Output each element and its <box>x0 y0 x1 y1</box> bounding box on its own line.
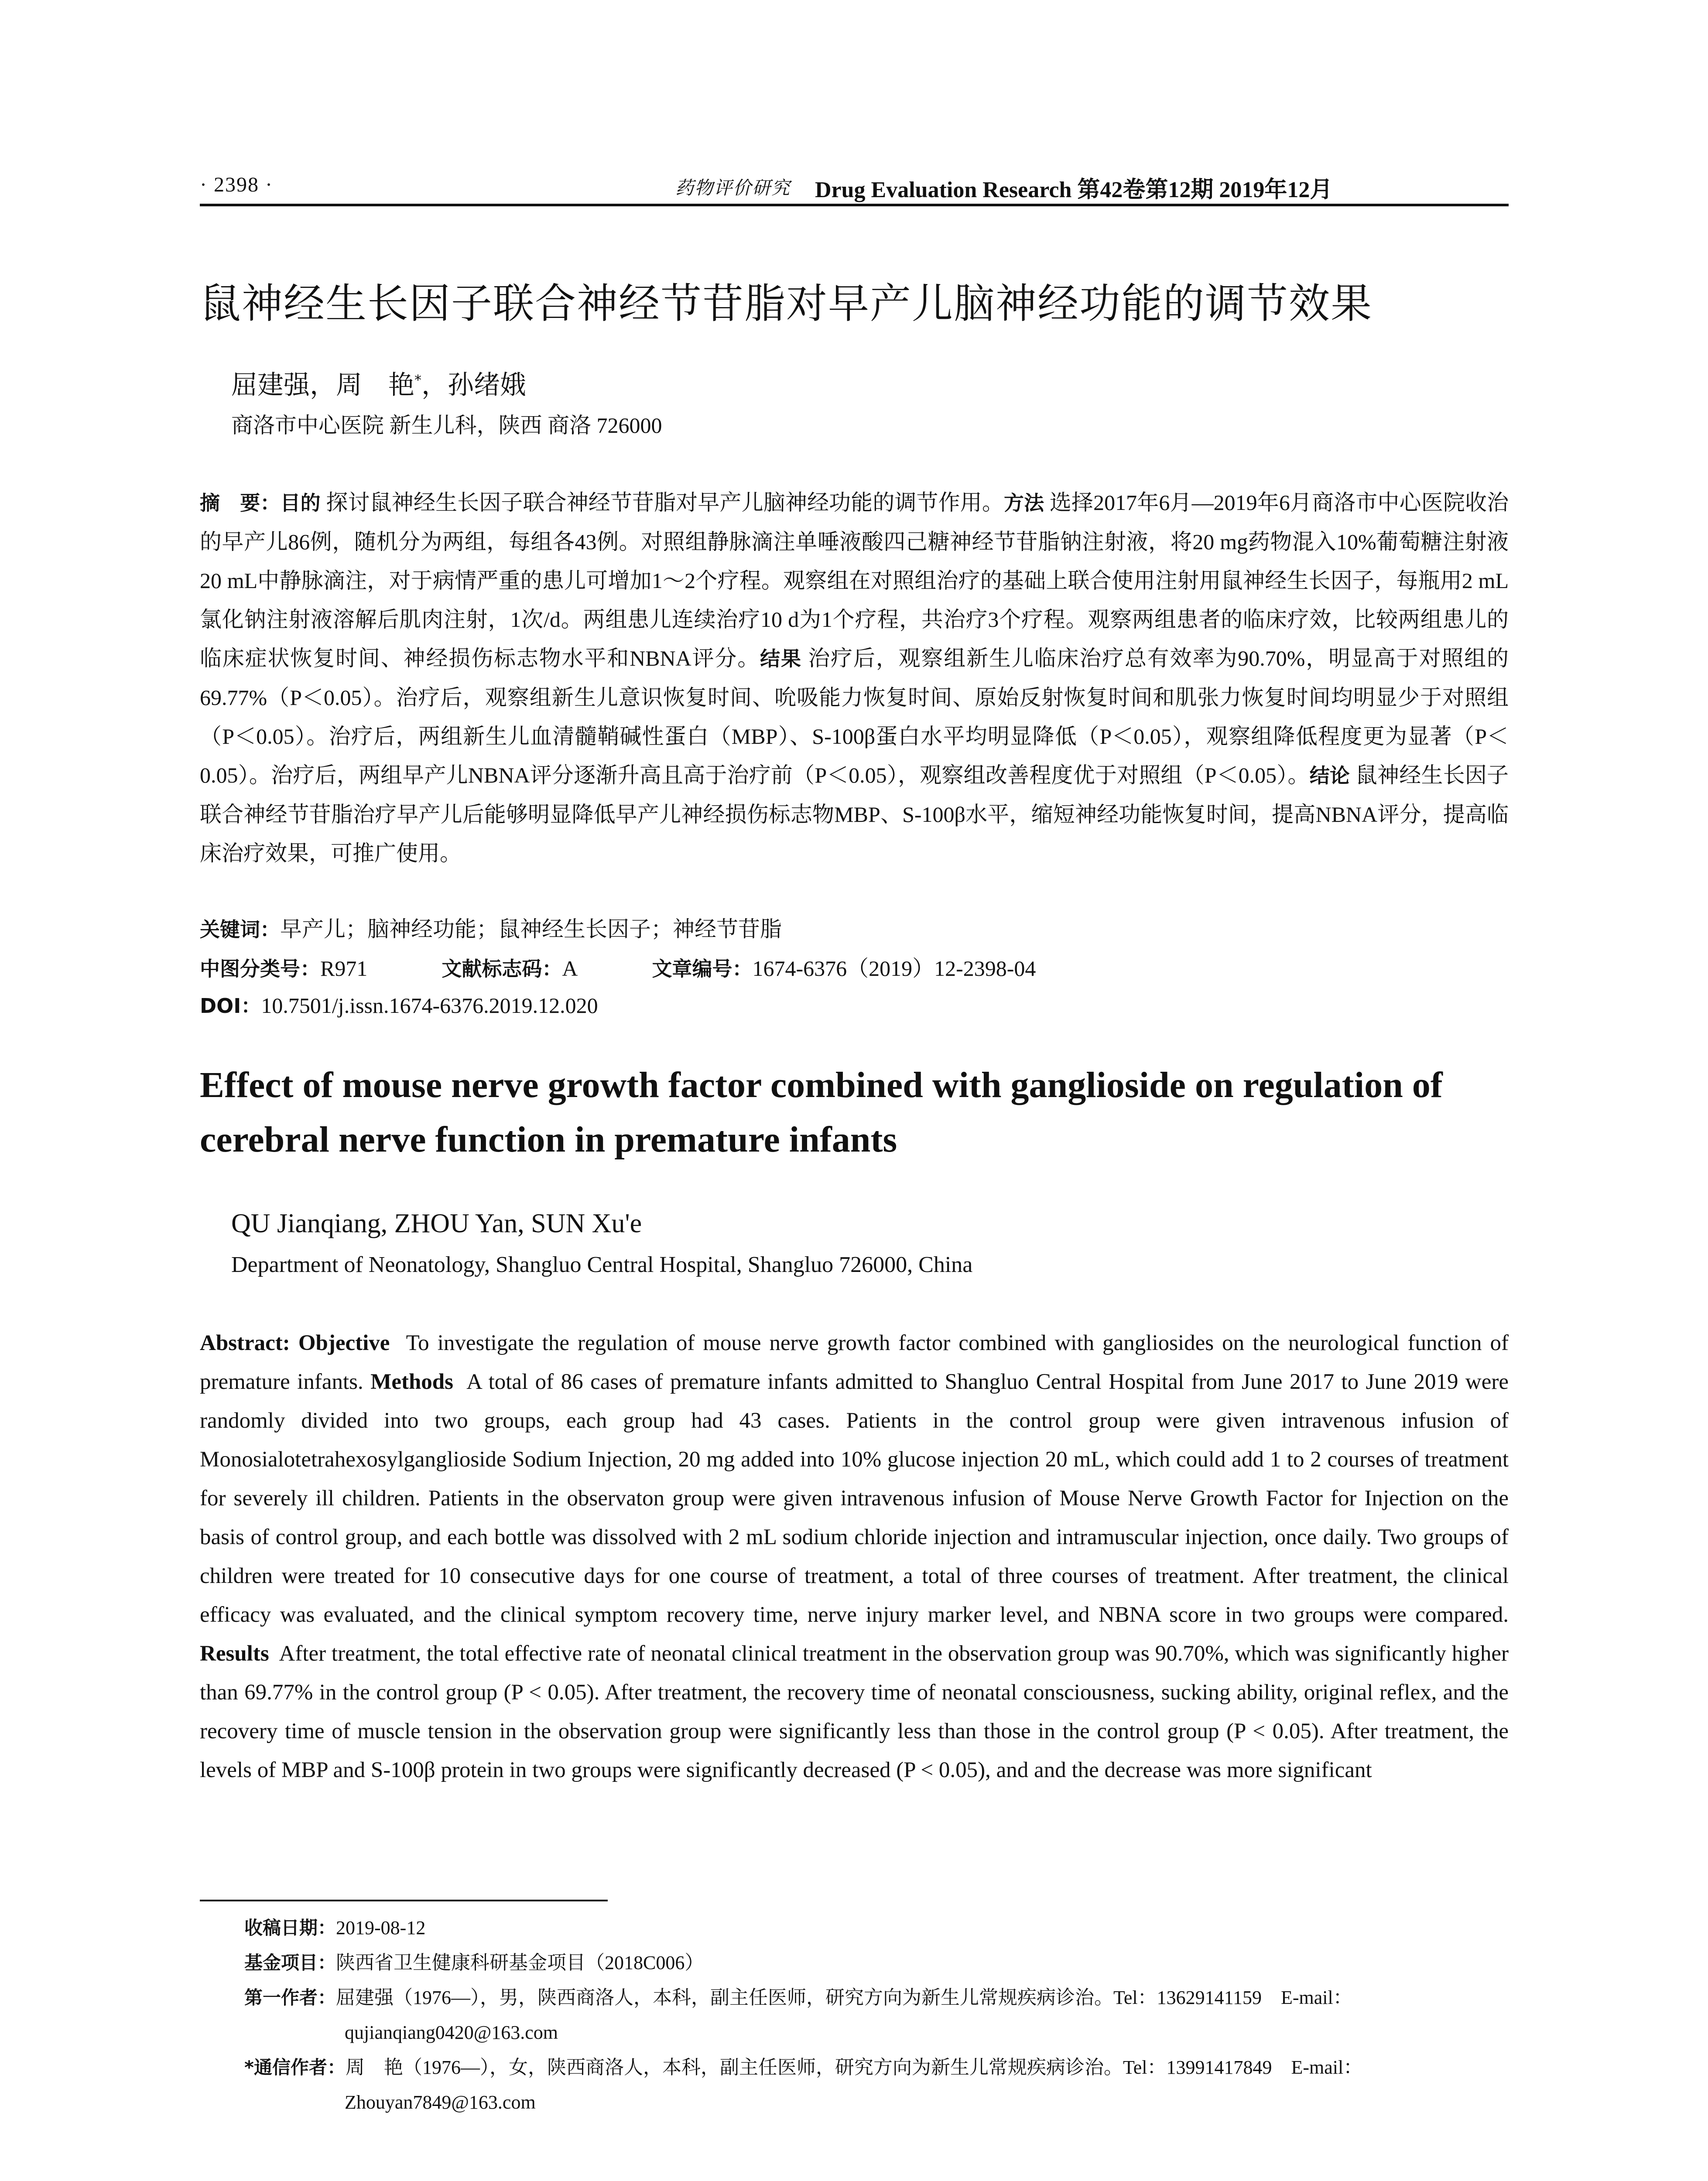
chinese-affiliation: 商洛市中心医院 新生儿科，陕西 商洛 726000 <box>231 413 662 438</box>
doi-label: DOI： <box>200 994 261 1018</box>
keywords-label: 关键词： <box>200 918 280 941</box>
results-text: 治疗后，观察组新生儿临床治疗总有效率为90.70%，明显高于对照组的69.77%（P＜0.05）。治疗后，观察组新生儿意识恢复时间、吮吸能力恢复时间、原始反射恢复时间和肌张力恢复时间均明显少于对照组（P＜0.05）。治疗后，两组新生儿血清髓鞘碱性蛋白（MBP）、S-100β蛋白水平均明显降低（P＜0.05），观察组降低程度更为显著（P＜0.05）。治疗后，两组早产儿NBNA评分逐渐升高且高于治疗前（P＜0.05），观察组改善程度优于对照组（P＜0.05）。 <box>200 646 1509 787</box>
english-title: Effect of mouse nerve growth factor combined with ganglioside on regulation of cerebral nerve function in premature infants <box>200 1065 1443 1160</box>
page-number: · 2398 · <box>200 173 273 196</box>
chinese-title: 鼠神经生长因子联合神经节苷脂对早产儿脑神经功能的调节效果 <box>200 280 1373 328</box>
author-names-rest: ，孙绪娥 <box>421 370 526 400</box>
doi-value: 10.7501/j.issn.1674-6376.2019.12.020 <box>261 993 598 1018</box>
objective-text: 探讨鼠神经生长因子联合神经节苷脂对早产儿脑神经功能的调节作用。 <box>326 490 1004 515</box>
results-text: After treatment, the total effective rate of neonatal clinical treatment in the observation group was 90.70%, which was significantly higher than 69.77% in the control group (P < 0.05). After treatment, the recovery time of neonatal consciousness, sucking ability, original reflex, and the recovery time of muscle tension in the observation group were significantly less than those in the control group (P < 0.05). After treatment, the levels of MBP and S-100β protein in two groups were significantly decreased (P < 0.05), and and the decrease was more significant <box>200 1641 1509 1782</box>
doc-code-value: A <box>562 956 578 981</box>
methods-label: Methods <box>370 1370 454 1394</box>
english-affiliation: Department of Neonatology, Shangluo Central Hospital, Shangluo 726000, China <box>231 1252 973 1277</box>
methods-text: A total of 86 cases of premature infants admitted to Shangluo Central Hospital from June 2017 to June 2019 were randomly divided into two groups, each group had 43 cases. Patients in the control group were given intravenous infusion of Monosialotetrahexosylganglioside Sodium Injection, 20 mg added into 10% glucose injection 20 mL, which could add 1 to 2 courses of treatment for severely ill children. Patients in the observaton group were given intravenous infusion of Mouse Nerve Growth Factor for Injection on the basis of control group, and each bottle was dissolved with 2 mL sodium chloride injection and intramuscular injection, once daily. Two groups of children were treated for 10 consecutive days for one course of treatment, a total of three courses of treatment. After treatment, the clinical efficacy was evaluated, and the clinical symptom recovery time, nerve injury marker level, and NBNA score in two groups were compared. <box>200 1370 1509 1627</box>
conclusion-text: 鼠神经生长因子联合神经节苷脂治疗早产儿后能够明显降低早产儿神经损伤标志物MBP、S-100β水平，缩短神经功能恢复时间，提高NBNA评分，提高临床治疗效果，可推广使用。 <box>200 763 1509 865</box>
clc-label: 中图分类号： <box>200 957 320 981</box>
classification-line <box>200 951 1036 982</box>
received-date: 2019-08-12 <box>336 1917 426 1938</box>
fund-label: 基金项目： <box>244 1952 336 1973</box>
abstract-label: 摘 要： <box>200 491 281 515</box>
article-no-label: 文章编号： <box>652 957 753 981</box>
journal-issue-line: Drug Evaluation Research 第42卷第12期 2019年12月 <box>815 178 1333 202</box>
corresponding-email: Zhouyan7849@163.com <box>345 2092 536 2113</box>
keywords-text: 早产儿；脑神经功能；鼠神经生长因子；神经节苷脂 <box>280 917 782 941</box>
corresponding-text: 周 艳（1976—），女，陕西商洛人，本科，副主任医师，研究方向为新生儿常规疾病诊治。Tel：13991417849 E-mail： <box>345 2057 1363 2078</box>
received-label: 收稿日期： <box>244 1917 336 1938</box>
journal-logo: 药物评价研究 <box>675 177 791 198</box>
abstract-label: Abstract: <box>200 1331 290 1355</box>
header-rule <box>200 204 1509 206</box>
methods-label: 方法 <box>1004 491 1044 515</box>
footnote-corresponding <box>244 2050 1509 2120</box>
fund-text: 陕西省卫生健康科研基金项目（2018C006） <box>336 1952 704 1973</box>
doc-code-label: 文献标志码： <box>442 957 562 981</box>
chinese-authors <box>231 364 526 402</box>
results-label: 结果 <box>760 647 802 670</box>
running-header <box>200 169 1509 204</box>
keywords-line <box>200 912 782 943</box>
chinese-abstract <box>200 483 1509 873</box>
objective-label: Objective <box>298 1331 390 1355</box>
methods-text: 选择2017年6月—2019年6月商洛市中心医院收治的早产儿86例，随机分为两组，每组各43例。对照组静脉滴注单唾液酸四己糖神经节苷脂钠注射液，将20 mg药物混入10%葡萄糖注射液20 mL中静脉滴注，对于病情严重的患儿可增加1～2个疗程。观察组在对照组治疗的基础上联合使用注射用鼠神经生长因子，每瓶用2 mL氯化钠注射液溶解后肌肉注射，1次/d。两组患儿连续治疗10 d为1个疗程，共治疗3个疗程。观察两组患者的临床疗效，比较两组患儿的临床症状恢复时间、神经损伤标志物水平和NBNA评分。 <box>200 490 1509 670</box>
results-label: Results <box>200 1641 269 1666</box>
footnote-rule <box>200 1900 608 1901</box>
clc-value: R971 <box>320 956 368 981</box>
footnote-fund <box>244 1945 1509 1980</box>
objective-text: To investigate the regulation of mouse nerve growth factor combined with gangliosides on the neurological function of premature infants. <box>200 1331 1509 1394</box>
article-no-value: 1674-6376（2019）12-2398-04 <box>752 956 1036 981</box>
english-abstract <box>200 1324 1509 1790</box>
author-names: 屈建强，周 艳 <box>231 370 414 400</box>
footnote-first-author <box>244 1980 1509 2050</box>
objective-label: 目的 <box>280 491 321 515</box>
corresponding-label: *通信作者： <box>244 2057 346 2078</box>
doi-line <box>200 990 598 1019</box>
corresponding-mark: * <box>414 372 421 388</box>
first-author-label: 第一作者： <box>244 1987 336 2008</box>
first-author-text: 屈建强（1976—），男，陕西商洛人，本科，副主任医师，研究方向为新生儿常规疾病诊治。Tel：13629141159 E-mail： <box>336 1987 1352 2008</box>
first-author-email: qujianqiang0420@163.com <box>345 2022 558 2043</box>
footnote-received <box>244 1911 1509 1945</box>
conclusion-label: 结论 <box>1309 764 1350 787</box>
english-authors: QU Jianqiang, ZHOU Yan, SUN Xu'e <box>231 1209 642 1238</box>
